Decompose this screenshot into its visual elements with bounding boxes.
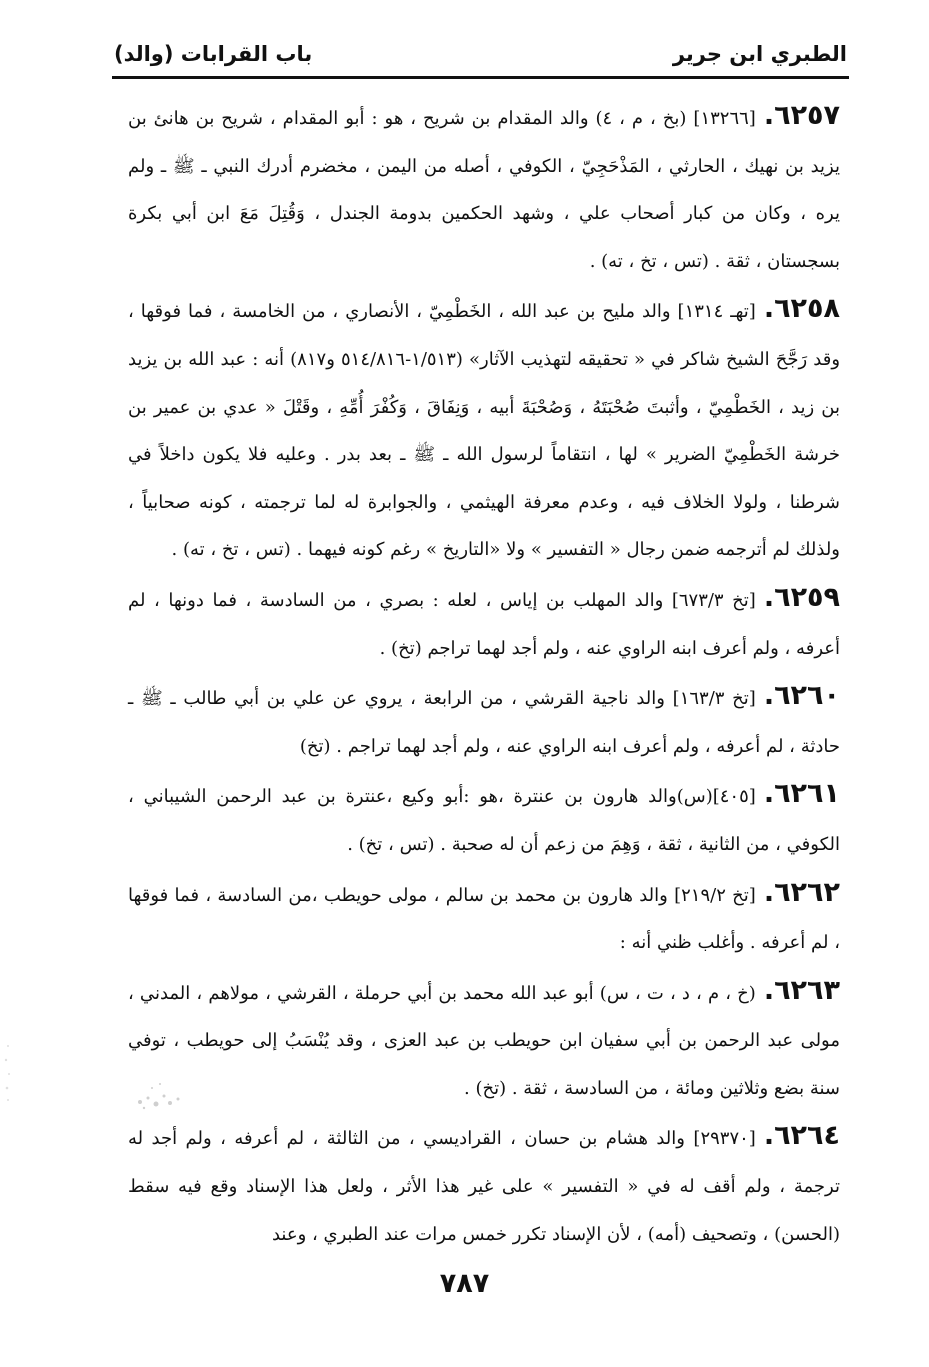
entry-number: ٦٢٥٩.	[763, 581, 841, 613]
entry-6263	[128, 967, 840, 1113]
entry-6259	[128, 574, 840, 672]
entry-6264	[128, 1112, 840, 1258]
entry-6261	[128, 770, 840, 868]
entry-6257	[128, 92, 840, 285]
header-left-title: باب القرابات (والد)	[114, 42, 313, 66]
entry-number: ٦٢٦١.	[763, 778, 840, 810]
entry-text: [تهـ ١٣١٤] والد مليح بن عبد الله ، الخَطْمِيّ ، الأنصاري ، من الخامسة ، فما فوقها ، وقد رَجَّحَ الشيخ شاكر في « تحقيقه لتهذيب الآثار» (١/٥١٣-٥١٤/٨١٦ و٨١٧) أنه : عبد الله بن يزيد بن زيد ، الخَطْمِيّ ، وأثبتَ صُحْبَتَهُ ، وَصُحْبَةَ أبيه ، وَنِفَاقَ ، وَكُفْرَ أُمِّهِ ، وقَتْلَ « عدي بن عمير بن خرشة الخَطْمِيّ الضرير » لها ، انتقاماً لرسول الله ـ ﷺ ـ بعد بدر . وعليه فلا يكون داخلاً في شرطنا ، ولولا الخلاف فيه ، وعدم معرفة الهيثمي ، والجوابرة له لما ترجمته ، كونه صحابياً ، ولذلك لم أترجمه ضمن رجال « التفسير » ولا «التاريخ » رغم كونه فيهما . (تس ، تخ ، ته) .	[128, 301, 841, 561]
page-number: ٧٨٧	[439, 1268, 490, 1299]
running-header	[114, 34, 847, 74]
entry-text: [٤٠٥](س)والد هارون بن عنترة ،هو :أبو وكيع ،عنترة بن عبد الرحمن الشيباني ، الكوفي ، من الثانية ، ثقة ، وَهِمَ من زعم أن له صحبة . (تس ، تخ) .	[128, 786, 840, 855]
entry-number: ٦٢٦٤.	[763, 1120, 840, 1152]
ink-smudge	[130, 1074, 190, 1116]
entry-text: [تخ ٦٧٣/٣] والد المهلب بن إياس ، لعله : بصري ، من السادسة ، فما دونها ، لم أعرفه ، ولم أعرف ابنه الراوي عنه ، ولم أجد لهما تراجم (تخ) .	[128, 589, 840, 659]
entry-number: ٦٢٥٧.	[763, 100, 841, 131]
entry-number: ٦٢٦٠.	[763, 680, 840, 712]
entry-text: [٢٩٣٧٠] والد هشام بن حسان ، القراديسي ، من الثالثة ، لم أعرفه ، ولم أجد له ترجمة ، ولم أقف له في « التفسير » على غير هذا الأثر ، ولعل هذا الإسناد وقع فيه سقط (الحسن) ، وتصحيف (أمه) ، لأن الإسناد تكرر خمس مرات عند الطبري ، وعند	[128, 1128, 840, 1245]
header-right-title: الطبري ابن جرير	[672, 42, 847, 66]
header-rule	[112, 76, 849, 79]
entry-6258	[128, 285, 840, 574]
entry-text: [١٣٢٦٦] (بخ ، م ، ٤) والد المقدام بن شريح ، هو : أبو المقدام ، شريح بن هانئ بن يزيد بن نهيك ، الحارثي ، المَذْحَجِيّ ، الكوفي ، أصله من اليمن ، مخضرم أدرك النبي ـ ﷺ ـ ولم يره ، وكان من كبار أصحاب علي ، وشهد الحكمين بدومة الجندل ، وَقُتِلَ مَعَ ابن أبي بكرة بسجستان ، ثقة . (تس ، تخ ، ته) .	[128, 108, 840, 272]
entry-number: ٦٢٦٢.	[763, 876, 840, 908]
entry-number: ٦٢٦٣.	[763, 974, 840, 1006]
entry-6262	[128, 869, 840, 967]
entry-number: ٦٢٥٨.	[763, 293, 840, 325]
entries-body	[128, 92, 840, 1258]
entry-text: [تخ ١٦٣/٣] والد ناجية القرشي ، من الرابعة ، يروي عن علي بن أبي طالب ـ ﷺ ـ حادثة ، لم أعرفه ، ولم أعرف ابنه الراوي عنه ، ولم أجد لهما تراجم . (تخ)	[128, 688, 840, 757]
entry-text: [تخ ٢١٩/٢] والد هارون بن محمد بن سالم ، مولى حويطب ،من السادسة ، فما فوقها ، لم أعرفه . وأغلب ظني أنه :	[128, 884, 840, 954]
scan-edge-mark	[2, 1038, 14, 1108]
entry-6260	[128, 672, 840, 770]
entry-text: (خ ، م ، د ، ت ، س) أبو عبد الله محمد بن أبي حرملة ، القرشي ، مولاهم ، المدني ، مولى عبد الرحمن بن أبي سفيان ابن حويطب بن عبد العزى ، وقد يُنْسَبُ إلى حويطب ، توفي سنة بضع وثلاثين ومائة ، من السادسة ، ثقة . (تخ) .	[128, 982, 840, 1099]
